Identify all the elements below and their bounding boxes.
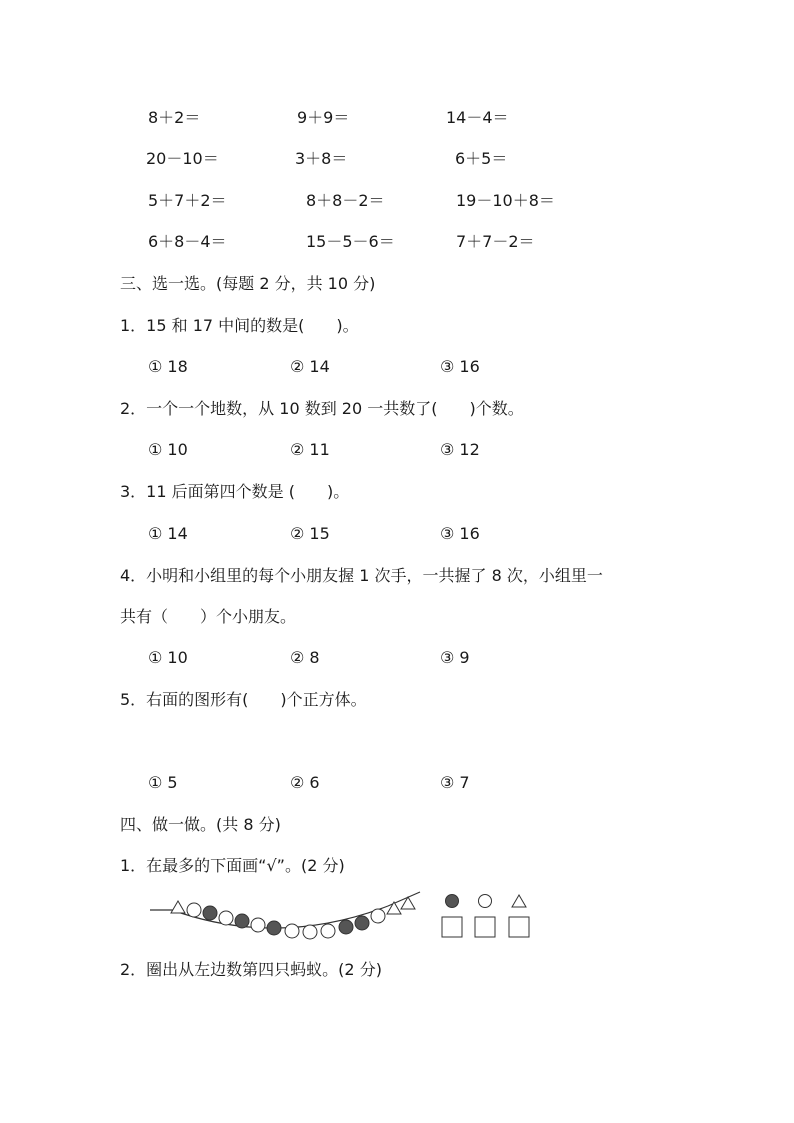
q5-option-3[interactable]: ③ 7 [440, 773, 470, 792]
q1-option-2[interactable]: ② 14 [290, 357, 330, 376]
q3-option-2[interactable]: ② 15 [290, 524, 330, 543]
filled-circle-bead [203, 906, 217, 920]
arith-r3c2: 8＋8－2＝ [306, 191, 385, 210]
circle-bead [187, 903, 201, 917]
arith-r1c3: 14－4＝ [446, 108, 509, 127]
circle-bead [303, 925, 317, 939]
q4-option-2[interactable]: ② 8 [290, 648, 320, 667]
arith-r4c2: 15－5－6＝ [306, 232, 395, 251]
circle-bead [371, 909, 385, 923]
bead-string [148, 888, 428, 948]
question-3: 3．11 后面第四个数是 ( )。 [120, 482, 350, 501]
answer-box[interactable] [509, 917, 529, 937]
question-4: 4．小明和小组里的每个小朋友握 1 次手，一共握了 8 次，小组里一 [120, 566, 603, 585]
answer-shapes [436, 890, 536, 942]
q5-option-2[interactable]: ② 6 [290, 773, 320, 792]
circle-bead [251, 918, 265, 932]
q3-option-3[interactable]: ③ 16 [440, 524, 480, 543]
section3-heading: 三、选一选。(每题 2 分，共 10 分) [120, 274, 376, 293]
arith-r2c3: 6＋5＝ [455, 149, 508, 168]
q3-option-1[interactable]: ① 14 [148, 524, 188, 543]
arith-r3c3: 19－10＋8＝ [456, 191, 555, 210]
answer-box[interactable] [442, 917, 462, 937]
circle-bead [219, 911, 233, 925]
question-5: 5．右面的图形有( )个正方体。 [120, 690, 367, 709]
filled-circle-bead [339, 920, 353, 934]
arith-r3c1: 5＋7＋2＝ [148, 191, 227, 210]
question-2: 2．一个一个地数，从 10 数到 20 一共数了( )个数。 [120, 399, 524, 418]
q4-option-1[interactable]: ① 10 [148, 648, 188, 667]
arith-r4c1: 6＋8－4＝ [148, 232, 227, 251]
arith-r4c3: 7＋7－2＝ [456, 232, 535, 251]
triangle-bead [387, 902, 401, 914]
arith-r2c1: 20－10＝ [146, 149, 219, 168]
q2-option-1[interactable]: ① 10 [148, 440, 188, 459]
filled-circle-bead [355, 916, 369, 930]
q2-option-3[interactable]: ③ 12 [440, 440, 480, 459]
q5-option-1[interactable]: ① 5 [148, 773, 178, 792]
circle-shape [479, 895, 492, 908]
arith-r1c2: 9＋9＝ [297, 108, 350, 127]
question-1: 1．15 和 17 中间的数是( )。 [120, 316, 359, 335]
section4-question-2: 2．圈出从左边数第四只蚂蚁。(2 分) [120, 960, 382, 979]
q1-option-3[interactable]: ③ 16 [440, 357, 480, 376]
q2-option-2[interactable]: ② 11 [290, 440, 330, 459]
arith-r2c2: 3＋8＝ [295, 149, 348, 168]
filled-circle-bead [267, 921, 281, 935]
triangle-shape [512, 895, 526, 907]
filled-circle-shape [446, 895, 459, 908]
section4-question-1: 1．在最多的下面画“√”。(2 分) [120, 856, 345, 875]
triangle-bead [171, 901, 185, 913]
question-4-cont: 共有（ ）个小朋友。 [120, 607, 297, 626]
answer-box[interactable] [475, 917, 495, 937]
section4-heading: 四、做一做。(共 8 分) [120, 815, 281, 834]
filled-circle-bead [235, 914, 249, 928]
circle-bead [285, 924, 299, 938]
q4-option-3[interactable]: ③ 9 [440, 648, 470, 667]
circle-bead [321, 924, 335, 938]
arith-r1c1: 8＋2＝ [148, 108, 201, 127]
q1-option-1[interactable]: ① 18 [148, 357, 188, 376]
